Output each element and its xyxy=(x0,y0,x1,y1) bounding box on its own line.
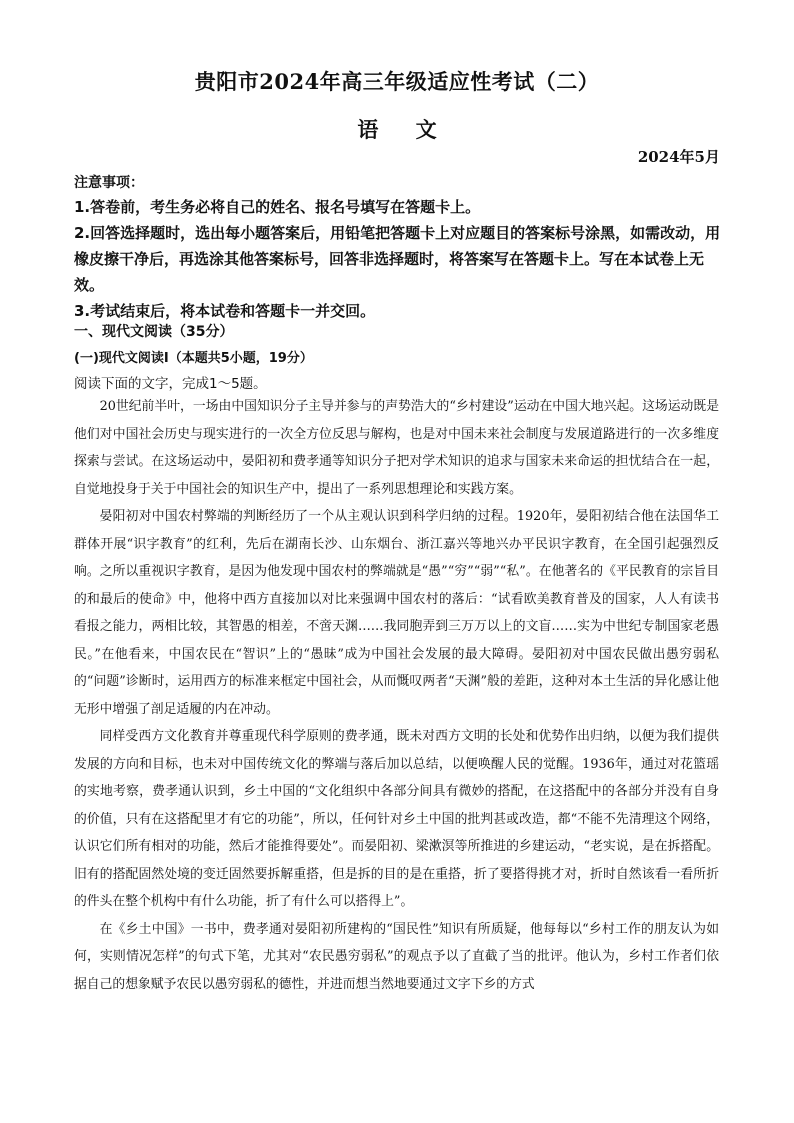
notes-heading: 注意事项： xyxy=(74,175,144,191)
notes-block xyxy=(74,170,722,324)
passage-paragraph-1: 20世纪前半叶，一场由中国知识分子主导并参与的声势浩大的“乡村建设”运动在中国大地兴起。这场运动既是他们对中国社会历史与现实进行的一次全方位反思与解构，也是对中国未来社会制度与发展道路进行的一次多维度探索与尝试。在这场运动中，晏阳初和费孝通等知识分子把对学术知识的追求与国家未来命运的担忧结合在一起，自觉地投身于关于中国社会的知识生产中，提出了一系列思想理论和实践方案。 xyxy=(74,399,719,497)
passage-paragraph-3: 同样受西方文化教育并尊重现代科学原则的费孝通，既未对西方文明的长处和优势作出归纳，以便为我们提供发展的方向和目标，也未对中国传统文化的弊端与落后加以总结，以便唤醒人民的觉醒。1936年，通过对花篮瑶的实地考察，费孝通认识到，乡土中国的“文化组织中各部分间具有微妙的搭配，在这搭配中的各部分并没有自身的价值，只有在这搭配里才有它的功能”，所以，任何针对乡土中国的批判甚或改造，都“不能不先清理这个网络，认识它们所有相对的功能，然后才能推得要处”。而晏阳初、梁漱溟等所推进的乡建运动，“老实说，是在拆搭配。旧有的搭配固然处境的变迁固然要拆解重搭，但是拆的目的是在重搭，折了要搭得挑才对，折时自然该看一看所折的件头在整个机构中有什么功能，折了有什么可以搭得上”。 xyxy=(74,729,719,909)
notes-item-2: 2.回答选择题时，选出每小题答案后，用铅笔把答题卡上对应题目的答案标号涂黑，如需改动，用橡皮擦干净后，再选涂其他答案标号，回答非选择题时，将答案写在答题卡上。写在本试卷上无效。 xyxy=(74,224,721,294)
passage-paragraph-4: 在《乡土中国》一书中，费孝通对晏阳初所建构的“国民性”知识有所质疑，他每每以“乡村工作的朋友认为如何，实则情况怎样”的句式下笔，尤其对“农民愚穷弱私”的观点予以了直截了当的批评。他认为，乡村工作者们依据自己的想象赋予农民以愚穷弱私的德性，并进而想当然地要通过文字下乡的方式 xyxy=(74,921,719,992)
passage-body xyxy=(74,393,719,998)
exam-title: 贵阳市2024年高三年级适应性考试（二） xyxy=(194,69,600,94)
subsection-heading: (一)现代文阅读Ⅰ（本题共5小题，19分） xyxy=(74,351,313,366)
section-heading: 一、现代文阅读（35分） xyxy=(74,324,234,340)
exam-date: 2024年5月 xyxy=(637,148,720,166)
reading-instruction: 阅读下面的文字，完成1～5题。 xyxy=(74,376,267,392)
notes-item-1: 1.答卷前，考生务必将自己的姓名、报名号填写在答题卡上。 xyxy=(74,198,481,216)
subject-title: 语 文 xyxy=(357,117,437,142)
notes-item-3: 3.考试结束后，将本试卷和答题卡一并交回。 xyxy=(74,302,376,320)
passage-paragraph-2: 晏阳初对中国农村弊端的判断经历了一个从主观认识到科学归纳的过程。1920年，晏阳初结合他在法国华工群体开展“识字教育”的红利，先后在湖南长沙、山东烟台、浙江嘉兴等地兴办平民识字教育，在全国引起强烈反响。之所以重视识字教育，是因为他发现中国农村的弊端就是“愚”“穷”“弱”“私”。在他著名的《平民教育的宗旨目的和最后的使命》中，他将中西方直接加以对比来强调中国农村的落后：“试看欧美教育普及的国家，人人有读书看报之能力，两相比较，其智愚的相差，不啻天渊……我同胞弄到三万万以上的文盲……实为中世纪专制国家老愚民。”在他看来，中国农民在“智识”上的“愚昧”成为中国社会发展的最大障碍。晏阳初对中国农民做出愚穷弱私的“问题”诊断时，运用西方的标准来框定中国社会，从而慨叹两者“天渊”般的差距，这种对本土生活的异化感让他无形中增强了剖足适履的内在冲动。 xyxy=(74,509,719,717)
